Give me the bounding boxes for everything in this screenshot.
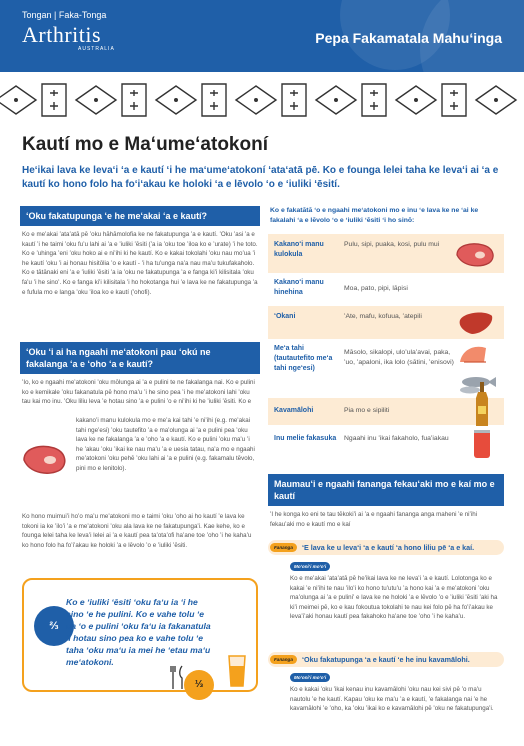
fact-tag: Moʻoniʻi moʻoʻi [290,673,330,682]
myth-question-1: ʻE lava ke u levaʻi ʻa e kautí ʻa hono liliu pē ʻa e kaí. [302,543,475,552]
section-body-trigger-foods-b: kakanoʻi manu kulokula mo e meʻa kai tahi ʻe niʻihi (e.g. meʻakai tahi ngeʻesi) ʻoku tautefito ʻa e maʻolunga ai ʻa e pulini pea ʻoku lava ke ne fakalanga ʻa e ʻoho ʻa e kautí. Ko e pulini ʻoku maʻu ʻi he ʻakau ʻoku ʻikai ke nau maʻu ʻa e uesia tatau, naʻa mo e ngaahi meʻatokoni ʻoku pehē ʻoku lahi ai ʻa e pulini (e.g. fakamalu tēvolo, pini mo e lenitolo). [76,417,255,472]
myth-question-2: ʻOku fakatupunga ʻa e kautí ʻe he inu kavamālohi. [302,655,470,664]
table-row [268,426,504,464]
row-examples: Pulu, sipi, puaka, kosi, pulu mui [344,241,440,248]
table-row [268,306,504,340]
fraction-one-third-badge: ⅓ [184,670,214,700]
row-examples: Moa, pato, pipi, lāpisi [344,285,408,292]
document-type-title: Pepa Fakamatala Mahuʻinga [315,30,502,46]
table-row [268,340,504,398]
row-examples: Māsolo, sikalopi, uloʻulaʻavai, paka, ʻuo, ʻapaloni, ika lolo (sātini, ʻenisovi) [344,349,454,366]
glass-icon [226,654,248,688]
tapa-motif [76,84,146,116]
tapa-motif [236,84,306,116]
tapa-motif [316,84,386,116]
table-row [268,274,504,306]
myth-tag: Fananga [270,655,297,664]
tapa-motif [156,84,226,116]
logo-sub-text: AUSTRALIA [78,46,115,52]
section-body-cause: Ko e meʻakai ʻataʻatā pē ʻoku hāhāmolofia ke ne fakatupunga ʻa e kautí. ʻOku ʻasi ʻa e kautí ʻi he taimi ʻoku fuʻu lahi ai ʻa e ʻiuliki ʻēsiti (ʻa ia ʻoku toe ʻiloa ko e ʻurate) ʻi he toto. Ko e ʻuhinga ʻeni ʻoku hoko ai e niʻihi ki he kautí. Ko e kakai tokolahi ʻoku nau moʻua ʻi he kautí ʻoku ʻi ai honau hisitōlia ʻo e kautí - ʻi ha tuʻunga naʻa nau maʻu tukufakaholo. Ko e tātānaki eni ʻa e ʻiuliki ʻēsiti ʻa ia ʻoku ne fakatupunga ʻa e fanga kiʻi kilisitala ʻoku faʻu ʻi he sinoʻ. Ko e fanga kiʻi kilisitala ʻi ho hokotanga hui ʻe lava ke ne fakatupunga ʻa e fufula mo e langa ʻoku ʻiloa ko e kautí (ʻohofi). [22,231,258,296]
page-title: Kautí mo e Maʻumeʻatokoní [22,134,268,155]
section-heading-myths: Maumauʻi e ngaahi fananga fekauʻaki mo e kaí mo e kautí [268,474,504,506]
section-body-tracking: Ko hono muimuiʻi hoʻo maʻu meʻatokoni mo e taimi ʻoku ʻoho ai ho kautí ʻe lava ke tokoni ia ke ʻiloʻi ʻa e meʻatokoni ʻoku ala lava ke ne fakatupungaʻi. Kae kehe, ko e founga lelei taha ke levaʻi lelei ai ʻa e kautí pea taʻotaʻofi haʻane toe ʻoho ʻi he kahaʻu ko hono folo ha foʻiʻakau ke holoki ʻa e lēvolo ʻo e ʻiuliki ʻēsiti. [22,513,252,549]
language-label: Tongan | Faka-Tonga [22,10,107,20]
fact-tag: Moʻoniʻi moʻoʻi [290,562,330,571]
table-row [268,398,504,426]
purine-callout-text: Ko e ʻiuliki ʻēsiti ʻoku faʻu ia ʻi he sino ʻe he pulini. Ko e vahe tolu ʻe ua ʻo e pulini ʻoku faʻu ia fakanatula ʻi hotau sino pea ko e vahe tolu ʻe taha ʻoku maʻu ia mei he ʻetau maʻu meʻatokoni. [66,597,211,667]
row-category: Meʻa tahi (tautautefito meʻa tahi ngeʻesi) [274,345,333,372]
logo-main-text: Arthritis [22,22,102,47]
foods-table-heading: Ko e fakatātā ʻo e ngaahi meʻatokoni mo e inu ʻe lava ke ne ʻai ke fakalahi ʻa e lēvolo ʻo e ʻiuliki ʻēsiti ʻi ho sinō: [270,207,479,224]
table-row [268,234,504,274]
section-heading-trigger-foods: ʻOku ʻi ai ha ngaahi meʻatokoni pau ʻokú ne fakalanga ʻa e ʻoho ʻa e kautí? [20,342,260,374]
section-body-trigger-foods-a: ʻIo, ko e ngaahi meʻatokoni ʻoku mōlunga ai ʻa e pulini te ne fakalanga nai. Ko e pulini ko e kemikale ʻoku fakanatula pē hono maʻu ʻi he sino pea ʻi he meʻatokoni lahi ʻoku tau kai mo inu. ʻOku liliu leva ʻe hotau sino ʻa e pulini ʻo e niʻihi ki he ʻiuliki ʻēsiti. Ko e [22,379,255,406]
myth-answer-1: Ko e meʻakai ʻataʻatā pē heʻikai lava ke ne levaʻi ʻa e kautí. Lolotonga ko e kakai ʻe niʻihi te nau ʻiloʻi ko hono tuʻutuʻu ʻa hono kai ʻa e meʻatokoni ʻoku maʻolunga ai ʻa e puliniʻ e lava ke ne holoki ʻa e lēvolo ʻo e ʻiuliki ʻēsiti ʻaki ha kiʻi meimei pē, ko e kau fokoutua tokolahi te nau kei folo pē ha foʻiʻakau ke levaʻiʻaki honau kautí pea fakahoko haʻane toe ʻoho ʻi he kahaʻu. [290,575,498,621]
section-heading-cause: ʻOku fakatupunga ʻe he meʻakai ʻa e kautí? [20,206,260,226]
arthritis-logo [22,22,115,52]
row-category: Kavamālohi [274,407,314,414]
tapa-motif [396,84,466,116]
row-category: Kakanoʻi manu hinehina [274,279,324,296]
myth-tag: Fananga [270,543,297,552]
soda-can-icon [472,428,492,460]
beer-bottle-icon [474,382,490,426]
intro-paragraph: Heʻikai lava ke levaʻi ʻa e kautí ʻi he maʻumeʻatokoní ʻataʻatā pē. Ko e founga lelei taha ke levaʻi ai ʻa e kautí ko hono folo ha foʻiʻakau ke holoki ʻa e lēvolo ʻo e ʻiuliki ʻēsití. [22,165,499,190]
header-banner [0,0,524,72]
steak-icon [454,240,498,268]
liver-icon [458,310,494,336]
tapa-pattern-band [0,78,524,122]
row-category: Inu melie fakasuka [274,435,337,442]
fraction-two-thirds-badge: ⅔ [34,606,74,646]
steak-icon [20,442,70,476]
row-examples: ʻAte, mafu, kofuua, ʻatepili [344,313,422,320]
row-examples: Pia mo e sipiliti [344,407,390,414]
row-category: ʻOkani [274,313,296,320]
myth-answer-2: Ko e kakai ʻoku ʻikai kenau inu kavamālohi ʻoku nau kei sivi pē ʻo maʻu nautolu ʻe he kautí. Kapau ʻoku ke maʻu ʻa e kautí, ʻe fakalanga nai ʻe he kavamālohi ʻe ʻoho, ka ʻoku ʻikai ko e kavamālohi pē ʻoku ne fakatupungaʻi. [290,686,494,713]
tapa-motif [0,84,66,116]
row-examples: Ngaahi inu ʻikai fakaholo, fuaʻiakau [344,435,449,442]
myths-intro: ʻI he konga ko eni te tau tēkokiʻi ai ʻa e ngaahi fananga anga maheni ʻe niʻihi fekauʻaki mo e kautí mo e kaí [270,511,478,528]
row-category: Kakanoʻi manu kulokula [274,241,324,258]
